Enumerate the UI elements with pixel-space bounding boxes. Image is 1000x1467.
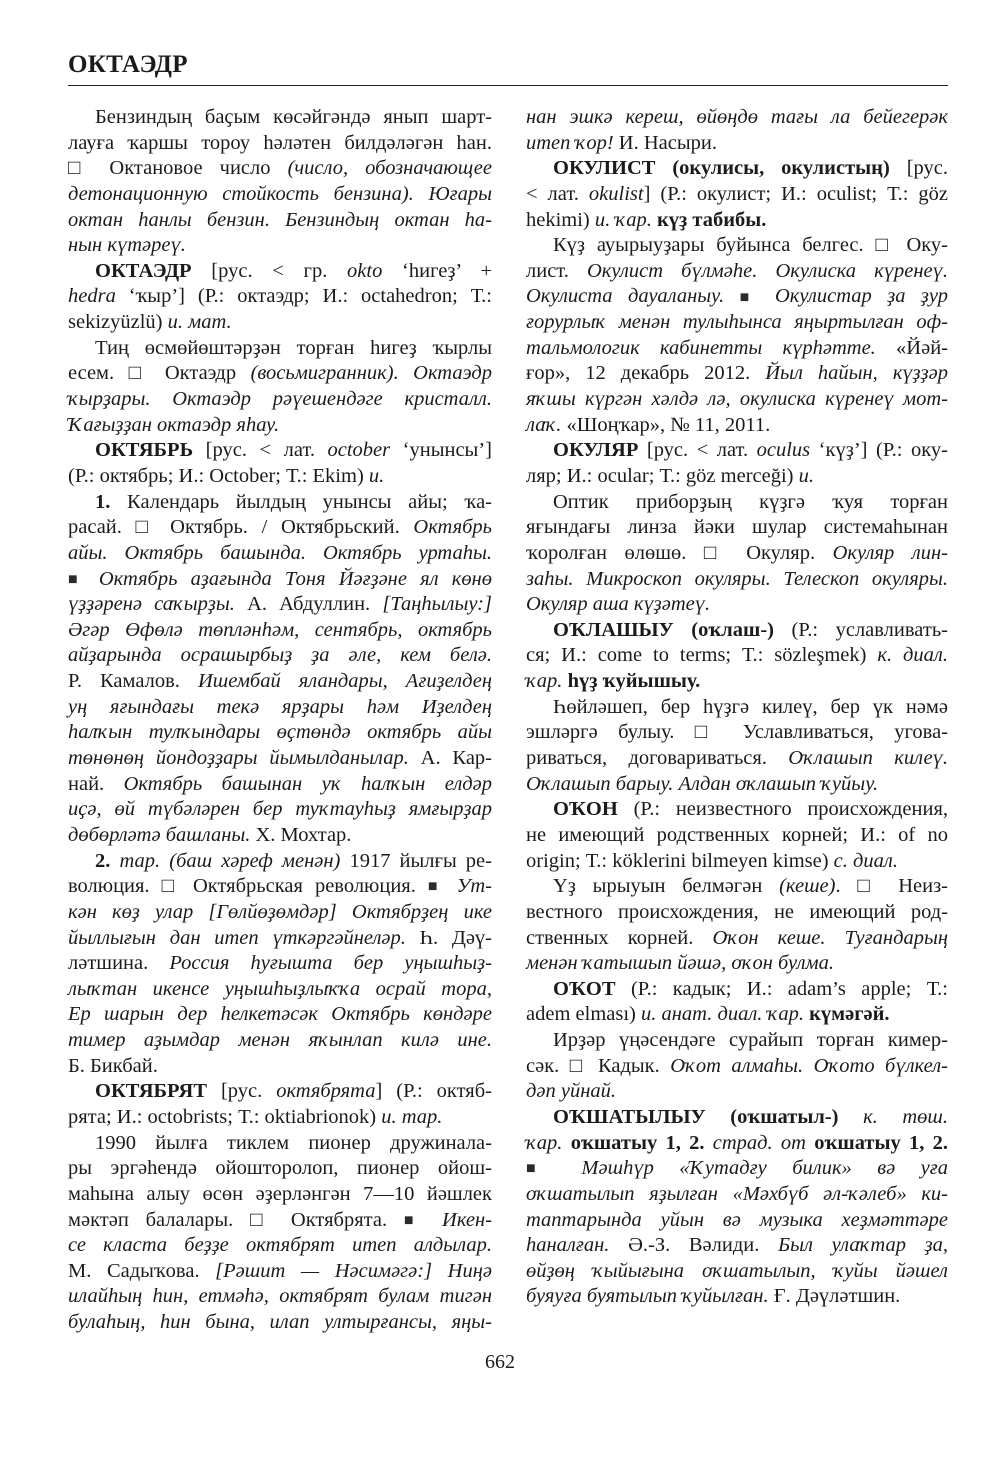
text: adem elması) xyxy=(526,1003,641,1026)
text-line xyxy=(526,413,948,439)
text-line xyxy=(68,1054,492,1080)
text-line xyxy=(526,900,948,926)
text-line xyxy=(68,156,492,182)
entry-paragraph xyxy=(526,1105,948,1310)
italic-text: и. ҡар. xyxy=(594,208,652,231)
italic-text: нын күтәреү. xyxy=(68,234,186,257)
bold-text: ОҠОТ xyxy=(553,977,616,1000)
italic-text: нан эшкә кереш, өйөңдө тағы ла бейегерәк xyxy=(526,106,948,128)
text-line xyxy=(526,310,948,336)
text-line xyxy=(68,413,492,439)
text: вестного происхождения, не имеющий род- xyxy=(526,900,948,923)
italic-text: таптарында уйын вә музыка хеҙмәттәре xyxy=(526,1208,948,1231)
text: най. xyxy=(68,772,124,795)
text: (Р.: уславливать- xyxy=(773,618,948,641)
bold-text: ОҠОН xyxy=(553,798,618,821)
italic-text: (число, обозначающее xyxy=(287,157,492,180)
text: ‘күҙ’] (Р.: оку- xyxy=(810,439,948,462)
italic-text: и. мат. xyxy=(167,311,232,334)
italic-text: (кеше) xyxy=(779,875,836,898)
text: origin; Т.: köklerini bilmeyen kimse) xyxy=(526,849,834,872)
text: ся; И.: come to terms; Т.: sözleşmek) xyxy=(526,644,878,667)
text-line xyxy=(68,284,492,310)
italic-text: яҡшы күргән хәлдә лә, окулиска күренеү мот- xyxy=(526,388,948,411)
text-line xyxy=(526,1028,948,1054)
italic-text: октябрята xyxy=(276,1080,376,1103)
bold-text: оҡшатыу 1, 2. xyxy=(562,1131,705,1154)
italic-text: Йыл һайын, күҙҙәр xyxy=(765,362,948,385)
example-marker: ■ xyxy=(68,570,86,588)
running-head: ОКТАЭДР xyxy=(68,51,188,78)
text: Һ. Дәү- xyxy=(405,926,492,949)
entry-paragraph xyxy=(526,490,948,618)
text: [рус. xyxy=(889,157,948,180)
text-line xyxy=(68,874,492,900)
bold-text: ОКТЯБРЬ xyxy=(95,439,194,462)
example-marker: ■ xyxy=(403,1211,426,1229)
italic-text: итеп ҡор! xyxy=(526,131,614,154)
italic-text: Окулиста дауаланыу. xyxy=(526,285,740,308)
entry-paragraph xyxy=(526,105,948,156)
bold-text: һүҙ ҡуйышыу. xyxy=(562,670,701,693)
text: ҡоролған өлөшө. □ Окуляр. xyxy=(526,541,833,564)
entry-paragraph xyxy=(68,438,492,489)
italic-text: Россия һуғышта бер уңышһыҙ- xyxy=(169,952,492,975)
entry-paragraph xyxy=(68,105,492,259)
text-line xyxy=(526,618,948,644)
text-line xyxy=(68,464,492,490)
text-line xyxy=(68,1233,492,1259)
italic-text: үҙҙәренә саҡырҙы. xyxy=(68,593,235,616)
text-line xyxy=(526,926,948,952)
italic-text: (восьмигранник). Октаэдр xyxy=(250,362,492,385)
text: □ Октановое число xyxy=(68,157,288,180)
text: расай. □ Октябрь. / Октябрьский. xyxy=(68,516,414,539)
text: риваться, договариваться. xyxy=(526,747,789,770)
text: «Шоңҡар», № 11, 2011. xyxy=(561,413,771,436)
text: [рус. < лат. xyxy=(638,439,757,462)
text-line xyxy=(526,156,948,182)
italic-text: и. xyxy=(368,464,385,487)
text: яғындағы линза йәки шулар системаһынан xyxy=(526,516,948,539)
entry-paragraph xyxy=(68,336,492,439)
entry-paragraph xyxy=(526,874,948,977)
text-line xyxy=(68,1310,492,1336)
text: Календарь йылдың унынсы айы; ҡа- xyxy=(110,490,492,513)
text-line xyxy=(526,1079,948,1105)
text: эшләргә булыу. □ Уславливаться, угова- xyxy=(526,721,948,744)
italic-text: Оҡлашып килеү. xyxy=(788,747,948,770)
italic-text: се класта беҙҙе октябрят итеп алдылар. xyxy=(68,1234,492,1257)
text-line xyxy=(68,977,492,1003)
text-line xyxy=(68,361,492,387)
italic-text: оҡшатылып яҙылған «Мәхбүб әл-ҡәлеб» ки- xyxy=(526,1182,948,1205)
entry-paragraph xyxy=(526,618,948,695)
italic-text: Окулистар ҙа ҙур xyxy=(759,285,948,308)
italic-text: Ҡағыҙҙан октаэдр яһау. xyxy=(68,413,280,436)
italic-text: иҫә, өй түбәләрен бер туҡтауһыҙ ямғырҙар xyxy=(68,798,492,821)
text: Оптик приборҙың күҙгә ҡуя торған xyxy=(553,490,948,513)
text: лист. xyxy=(526,259,587,282)
text: есем. □ Октаэдр xyxy=(68,362,251,385)
text-line xyxy=(68,105,492,131)
text: лауға ҡаршы тороу һәләтен билдәләгән һан. xyxy=(68,131,492,154)
text-line xyxy=(68,1182,492,1208)
text-line xyxy=(526,567,948,593)
italic-text: буяуға буятылып ҡуйылған. xyxy=(526,1285,769,1308)
text-line xyxy=(68,592,492,618)
text-line xyxy=(68,772,492,798)
text-line xyxy=(68,1079,492,1105)
text-line xyxy=(68,259,492,285)
italic-text: айҙарында осрашырбыҙ ҙа әле, кем белә. xyxy=(68,644,492,667)
text: ‘унынсы’] xyxy=(390,439,492,462)
text: А. Абдуллин. xyxy=(234,593,383,616)
italic-text: лаҡ. xyxy=(526,413,562,436)
text: 1990 йылға тиклем пионер дружинала- xyxy=(95,1131,492,1154)
text: А. Кар- xyxy=(408,747,492,770)
text: И. Насыри. xyxy=(613,131,717,154)
text: М. Садыҡова. xyxy=(68,1259,216,1282)
italic-text: Окуляр аша күҙәтеү. xyxy=(526,593,711,616)
text: sekizyüzlü) xyxy=(68,311,168,334)
italic-text: Был улаҡтар ҙа, xyxy=(778,1234,949,1257)
italic-text: [Таңһылыу:] xyxy=(382,593,492,616)
text-line xyxy=(526,1131,948,1157)
text-line xyxy=(68,1208,492,1234)
text-line xyxy=(526,490,948,516)
text-line xyxy=(526,746,948,772)
text-line xyxy=(68,669,492,695)
text-line xyxy=(68,1156,492,1182)
text-line xyxy=(526,669,948,695)
text-line xyxy=(68,1284,492,1310)
left-column xyxy=(68,105,492,1336)
italic-text: менән ҡатышып йәшә, оҡон булма. xyxy=(526,952,834,975)
text-line xyxy=(68,720,492,746)
text: рята; И.: octobrists; Т.: oktiabrionok) xyxy=(68,1105,382,1128)
italic-text: Октябрь xyxy=(413,516,492,539)
text: волюция. □ Октябрьская революция. xyxy=(68,875,428,898)
text: ғор», 12 декабрь 2012. xyxy=(526,362,766,385)
text-line xyxy=(526,643,948,669)
text: ляр; И.: ocular; Т.: göz merceği) xyxy=(526,464,799,487)
text-line xyxy=(68,438,492,464)
italic-text: и. xyxy=(798,464,815,487)
bold-text: ОКУЛЯР xyxy=(553,439,639,462)
text: Х. Мохтар. xyxy=(250,823,352,846)
text: hekimi) xyxy=(526,208,595,231)
text: не имеющий родственных корней; И.: of no xyxy=(526,823,948,846)
italic-text: october xyxy=(327,439,391,462)
italic-text: и. тар. xyxy=(381,1105,443,1128)
italic-text: Октябрь аҙағында Тоня Йәғҙәне ял көнө xyxy=(85,567,492,590)
text-line xyxy=(526,131,948,157)
entry-paragraph xyxy=(68,490,492,849)
text: Б. Бикбай. xyxy=(68,1054,158,1077)
italic-text: с. диал. xyxy=(833,849,898,872)
italic-text: [Рәшит — Нәсимәгә:] Ниңә xyxy=(215,1259,492,1282)
text: сәк. □ Кадык. xyxy=(526,1054,671,1077)
text: [рус. < гр. xyxy=(191,259,348,282)
text-line xyxy=(68,182,492,208)
text-line xyxy=(526,208,948,234)
text-line xyxy=(526,233,948,259)
text-line xyxy=(68,1259,492,1285)
italic-text: кән көҙ улар [Гөлйөҙөмдәр] Октябрҙең ике xyxy=(68,900,492,923)
entry-paragraph xyxy=(526,695,948,798)
text: ственных корней. xyxy=(526,926,713,949)
text-line xyxy=(526,284,948,310)
text: «Йәй- xyxy=(875,336,949,359)
bold-text: 1. xyxy=(95,490,111,513)
text-line xyxy=(68,131,492,157)
text-line xyxy=(68,746,492,772)
italic-text: өйҙөң ҡыйығына оҡшатылып, ҡуйы йәшел xyxy=(526,1259,948,1282)
italic-text: Ишембай яландары, Ағиҙелдең xyxy=(197,670,492,693)
text: Тиң өсмөйөштәрҙән торған һигеҙ ҡырлы xyxy=(95,336,492,359)
text: < лат. xyxy=(526,182,589,205)
text-line xyxy=(526,1208,948,1234)
text-line xyxy=(526,1105,948,1131)
text: Күҙ ауырыуҙары буйынса белгес. □ Оку- xyxy=(553,234,948,257)
bold-text: күҙ табибы. xyxy=(651,208,767,231)
text: . □ Неиз- xyxy=(835,875,949,898)
italic-text: детонационную стойкость бензина). Юғары xyxy=(68,182,492,205)
text-line xyxy=(68,951,492,977)
italic-text: октан һанлы бензин. Бензиндың октан һа- xyxy=(68,208,492,231)
text: ры эргәһендә ойошторолоп, пионер ойош- xyxy=(68,1157,492,1180)
italic-text: уң яғындағы текә ярҙары һәм Иҙелдең xyxy=(68,695,492,718)
italic-text: к. диал. xyxy=(877,644,948,667)
text: ‘һигеҙ’ + xyxy=(382,259,493,282)
text-line xyxy=(68,567,492,593)
text-line xyxy=(526,951,948,977)
text: мәктәп балалары. □ Октябрята. xyxy=(68,1208,404,1231)
bold-text: ОКУЛИСТ (окулисы, окулистың) xyxy=(553,157,890,180)
text: (Р.: октябрь; И.: October; Т.: Ekim) xyxy=(68,464,369,487)
text-line xyxy=(68,310,492,336)
text-line xyxy=(526,849,948,875)
text: Һөйләшеп, бер һүҙгә килеү, бер үк нәмә xyxy=(553,695,948,718)
text-line xyxy=(526,823,948,849)
text-line xyxy=(526,1002,948,1028)
text-line xyxy=(526,361,948,387)
italic-text: ҡар. xyxy=(526,1131,563,1154)
italic-text: айы. Октябрь башында. Октябрь уртаһы. xyxy=(68,541,492,564)
italic-text: Ут- xyxy=(444,875,492,898)
italic-text: булаһың, һин бына, илап ултырғансы, яңы- xyxy=(68,1311,492,1334)
text-line xyxy=(526,1259,948,1285)
text-line xyxy=(526,720,948,746)
italic-text: тимер аҙымдар менән яҡынлап килә ине. xyxy=(68,1029,492,1052)
text-line xyxy=(68,618,492,644)
bold-text: оҡшатыу 1, 2. xyxy=(805,1131,948,1154)
text-line xyxy=(68,1105,492,1131)
italic-text: Мәшһүр «Ҡутадғу билик» вә уға xyxy=(555,1157,949,1180)
italic-text: заһы. Микроскоп окуляры. Телескоп окуляры. xyxy=(526,567,948,590)
text: ] (Р.: октяб- xyxy=(375,1080,492,1103)
text-line xyxy=(68,695,492,721)
italic-text: дөбөрләтә башланы. xyxy=(68,823,251,846)
text-line xyxy=(526,438,948,464)
text: (Р.: неизвестного происхождения, xyxy=(617,798,948,821)
entry-paragraph xyxy=(68,849,492,1080)
italic-text: Октябрь башынан уҡ һалҡын елдәр xyxy=(123,772,492,795)
text-line xyxy=(68,233,492,259)
entry-paragraph xyxy=(526,156,948,233)
bold-text: ОҠЛАШЫУ (оҡлаш-) xyxy=(553,618,774,641)
italic-text: Оҡлашып барыу. Алдан оҡлашып ҡуйыу. xyxy=(526,772,879,795)
text-line xyxy=(526,874,948,900)
right-column xyxy=(526,105,948,1310)
text: Ә.-З. Вәлиди. xyxy=(609,1234,779,1257)
entry-paragraph xyxy=(68,1131,492,1336)
entry-paragraph xyxy=(526,797,948,874)
entry-paragraph xyxy=(526,1028,948,1105)
italic-text: ҡырҙары. Октаэдр рәүешендәге кристалл. xyxy=(68,388,492,411)
italic-text: Окуляр лин- xyxy=(832,541,948,564)
text-line xyxy=(526,105,948,131)
example-marker: ■ xyxy=(526,1160,556,1178)
text: [рус. xyxy=(207,1080,277,1103)
text: (Р.: кадык; И.: adam’s apple; Т.: xyxy=(615,977,948,1000)
text-line xyxy=(68,541,492,567)
text-line xyxy=(526,464,948,490)
text: Бензиндың баҫым көсәйгәндә янып шарт- xyxy=(95,106,492,128)
italic-text: и. анат. диал. ҡар. xyxy=(640,1003,804,1026)
text: ] (Р.: окулист; И.: oculist; Т.: göz xyxy=(643,182,948,205)
bold-text: күмәгәй. xyxy=(803,1003,890,1026)
text-line xyxy=(68,490,492,516)
text-line xyxy=(68,336,492,362)
text-line xyxy=(526,1156,948,1182)
text-line xyxy=(68,1002,492,1028)
page-number: 662 xyxy=(485,1351,515,1373)
italic-text: okulist xyxy=(588,182,644,205)
italic-text: тар. (баш хәреф менән) xyxy=(110,849,341,872)
entry-paragraph xyxy=(526,977,948,1028)
italic-text: ҡар. xyxy=(526,670,563,693)
bold-text: 2. xyxy=(95,849,111,872)
header-rule xyxy=(68,85,948,86)
italic-text: һалҡын тулҡындары өҫтөндә октябрь айы xyxy=(68,721,492,744)
example-marker: ■ xyxy=(739,288,760,306)
text-line xyxy=(526,592,948,618)
text-line xyxy=(526,797,948,823)
text-line xyxy=(526,1284,948,1310)
text: Үҙ ырыуын белмәгән xyxy=(553,875,780,898)
text: Р. Камалов. xyxy=(68,670,198,693)
example-marker: ■ xyxy=(427,878,445,896)
italic-text: Әгәр Өфөлә төпләнһәм, сентябрь, октябрь xyxy=(68,618,492,641)
italic-text: hedra xyxy=(68,285,116,308)
text-line xyxy=(526,259,948,285)
bold-text: ОҠШАТЫЛЫУ (оҡшатыл-) xyxy=(553,1105,839,1128)
text: ‘ҡыр’] (Р.: октаэдр; И.: octahedron; Т.: xyxy=(115,285,492,308)
text-line xyxy=(68,387,492,413)
text-line xyxy=(68,926,492,952)
text-line xyxy=(68,823,492,849)
italic-text: һаналған. xyxy=(526,1234,610,1257)
text-line xyxy=(526,387,948,413)
text-line xyxy=(68,900,492,926)
italic-text: Оҡот алмаһы. Оҡото бүлкел- xyxy=(670,1054,948,1077)
text-line xyxy=(68,1131,492,1157)
text-line xyxy=(68,849,492,875)
entry-paragraph xyxy=(526,438,948,489)
text-line xyxy=(526,541,948,567)
text-line xyxy=(526,1233,948,1259)
italic-text: Ер шарын дер һелкетәсәк Октябрь көндәре xyxy=(68,1003,492,1026)
italic-text: oculus xyxy=(756,439,811,462)
entry-paragraph xyxy=(526,233,948,438)
italic-text: Икен- xyxy=(425,1208,492,1231)
text-line xyxy=(68,797,492,823)
text-line xyxy=(526,1182,948,1208)
text: ләтшина. xyxy=(68,952,170,975)
italic-text: төнөнөң йондоҙҙары йымылданылар. xyxy=(68,747,409,770)
italic-text: Оҡон кеше. Туғандарың xyxy=(712,926,948,949)
text-line xyxy=(526,182,948,208)
italic-text: лыҡтан икенсе уңышһыҙлыҡҡа осрай тора, xyxy=(68,977,492,1000)
italic-text: к. төш. xyxy=(838,1105,948,1128)
text: маһына алыу өсөн әҙерләнгән 7—10 йәшлек xyxy=(68,1182,492,1205)
italic-text: дәп уйнай. xyxy=(526,1080,616,1103)
italic-text: йыллығын дан итеп үткәргәйнеләр. xyxy=(68,926,406,949)
text-line xyxy=(526,695,948,721)
text-line xyxy=(526,336,948,362)
text-line xyxy=(68,515,492,541)
italic-text: илайһың һин, етмәһә, октябрят булам тигән xyxy=(68,1285,492,1308)
text-line xyxy=(526,515,948,541)
italic-text: ғорурлыҡ менән тулыһынса яңыртылған оф- xyxy=(526,311,948,334)
entry-paragraph xyxy=(68,1079,492,1130)
text-line xyxy=(526,1054,948,1080)
text-line xyxy=(68,1028,492,1054)
italic-text: страд. от xyxy=(704,1131,806,1154)
text-line xyxy=(526,772,948,798)
bold-text: ОКТАЭДР xyxy=(95,259,192,282)
text-line xyxy=(526,977,948,1003)
text-line xyxy=(68,643,492,669)
entry-paragraph xyxy=(68,259,492,336)
text: Ғ. Дәүләтшин. xyxy=(768,1285,901,1308)
italic-text: Окулист бүлмәһе. Окулиска күренеү. xyxy=(586,259,948,282)
text: [рус. < лат. xyxy=(193,439,328,462)
italic-text: тальмологик кабинетты күрһәтте. xyxy=(526,336,876,359)
text: Ирҙәр үңәсендәге сурайып торған кимер- xyxy=(553,1029,948,1052)
bold-text: ОКТЯБРЯТ xyxy=(95,1080,208,1103)
italic-text: okto xyxy=(347,259,383,282)
text: 1917 йылғы ре- xyxy=(340,849,492,872)
text-line xyxy=(68,208,492,234)
